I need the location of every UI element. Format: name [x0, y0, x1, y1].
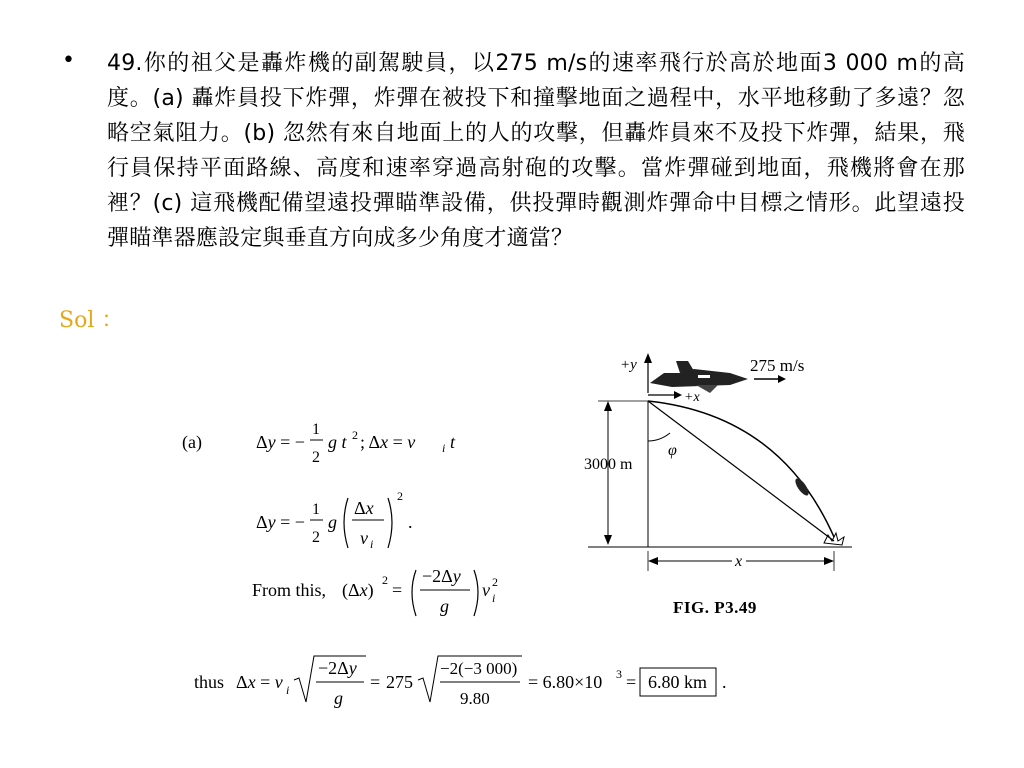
airplane-icon — [650, 361, 748, 393]
speed-label: 275 m/s — [750, 356, 805, 375]
answer-period: . — [722, 672, 727, 692]
svg-text:.: . — [408, 512, 413, 532]
from-this-label: From this, — [252, 580, 327, 600]
svg-text:t: t — [450, 432, 456, 452]
height-label: 3000 m — [584, 456, 633, 473]
svg-text:2: 2 — [382, 573, 388, 587]
bullet-marker: • — [62, 48, 75, 73]
svg-text:−2Δy: −2Δy — [318, 658, 357, 678]
value-result: = 6.80×10 — [528, 672, 603, 692]
svg-text:=: = — [392, 580, 403, 600]
svg-text:2: 2 — [492, 575, 498, 589]
figure-caption: FIG. P3.49 — [673, 598, 757, 617]
value-denominator: 9.80 — [460, 689, 490, 708]
svg-text:Δy = −: Δy = − — [256, 512, 305, 532]
svg-text:g: g — [440, 596, 449, 616]
svg-text:1: 1 — [312, 501, 320, 518]
svg-text:g: g — [328, 512, 337, 532]
value-exponent: 3 — [616, 667, 622, 681]
thus-label: thus — [194, 672, 225, 692]
svg-text:=: = — [370, 672, 381, 692]
svg-text:Δx: Δx — [354, 498, 374, 518]
plus-y-label: +y — [620, 357, 637, 373]
svg-text:g t: g t — [328, 432, 347, 452]
part-label: (a) — [182, 432, 202, 452]
problem-text: 49.你的祖父是轟炸機的副駕駛員，以275 m/s的速率飛行於高於地面3 000 m的高度。(a) 轟炸員投下炸彈，炸彈在被投下和撞擊地面之過程中，水平地移動了多遠？忽略空氣阻力。(b) 忽然有來自地面上的人的攻擊，但轟炸員來不及投下炸彈，結果，飛行員保持平面路線、高度和速率穿過高射砲的攻擊。當炸彈碰到地面，飛機將會在那裡？(c) 這飛機配備望遠投彈瞄準設備，供投彈時觀測炸彈命中目標之情形。此望遠投彈瞄準器應設定與垂直方向成多少角度才適當？ — [107, 51, 965, 251]
svg-text:(Δx): (Δx) — [342, 580, 374, 600]
svg-text:i: i — [442, 441, 446, 455]
svg-text:i: i — [286, 683, 290, 697]
svg-text:=: = — [626, 672, 637, 692]
solution-label: Sol ： — [59, 308, 124, 333]
svg-text:v: v — [482, 580, 490, 600]
svg-text:Δx = v: Δx = v — [236, 672, 283, 692]
svg-text:2: 2 — [312, 449, 320, 466]
svg-text:Δy = −: Δy = − — [256, 432, 305, 452]
explosion-icon — [824, 533, 844, 545]
value-275: 275 — [386, 672, 413, 692]
phi-label: φ — [668, 442, 677, 459]
svg-text:2: 2 — [397, 489, 403, 503]
svg-text:2: 2 — [352, 428, 358, 442]
trajectory-figure — [580, 345, 860, 590]
answer-box: 6.80 km — [648, 672, 708, 692]
svg-text:−2Δy: −2Δy — [422, 566, 461, 586]
svg-text:; Δx = v: ; Δx = v — [360, 432, 416, 452]
svg-text:i: i — [492, 591, 496, 605]
svg-text:2: 2 — [312, 529, 320, 546]
x-dimension-label: x — [735, 553, 743, 570]
svg-text:g: g — [334, 688, 343, 708]
svg-text:i: i — [370, 537, 374, 551]
plus-x-label: +x — [684, 390, 700, 405]
value-numerator: −2(−3 000) — [440, 659, 518, 678]
bomb-icon — [793, 477, 811, 498]
svg-text:v: v — [360, 528, 368, 548]
svg-text:1: 1 — [312, 421, 320, 438]
